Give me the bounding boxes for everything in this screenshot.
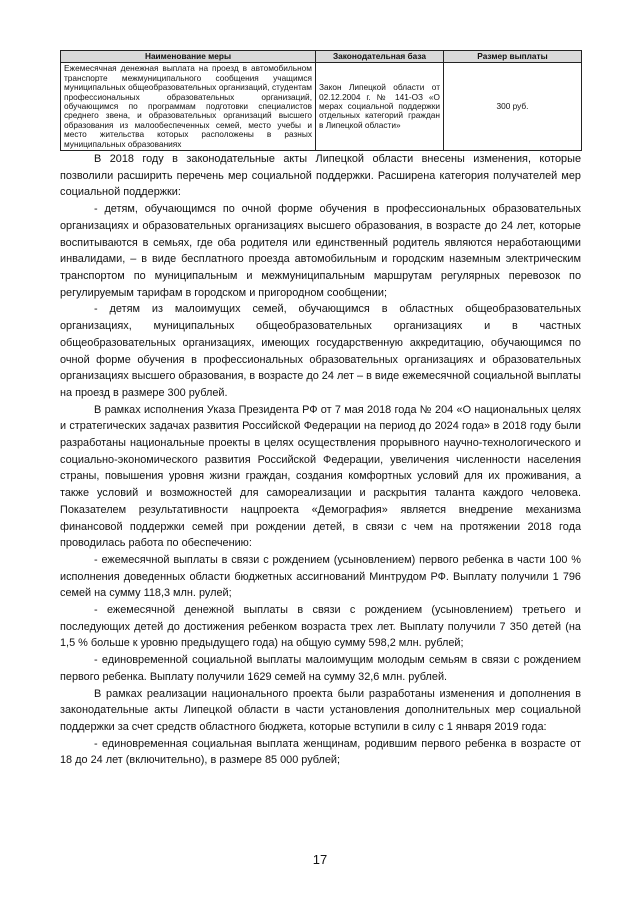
table-header-row [61, 51, 582, 63]
social-measures-table [60, 50, 582, 151]
paragraph: В рамках исполнения Указа Президента РФ от 7 мая 2018 года № 204 «О национальных целях и стратегических задачах развития Российской Федерации на период до 2024 года» в 2018 году были разработаны национальные проекты в целях осуществления прорывного научно-технологического и социально-экономического развития Российской Федерации, увеличения численности населения страны, повышения уровня жизни граждан, создания комфортных условий для их проживания, а также условий и возможностей для самореализации и раскрытия таланта каждого человека. Показателем результативности нацпроекта «Демография» является внедрение механизма финансовой поддержки семей при рождении детей, в связи с чем на протяжении 2018 года проводилась работа по обеспечению: [60, 403, 581, 550]
paragraph: - детям, обучающимся по очной форме обучения в профессиональных образовательных организациях и образовательных организациях высшего образования, в возрасте до 24 лет, которые воспитываются в семьях, где оба родителя или единственный родитель являются неработающими инвалидами, – в виде бесплатного проезда автомобильным и городским наземным электрическим транспортом по муниципальным и межмуниципальным маршрутам регулярных перевозок по регулируемым тарифам в городском и пригородном сообщении; [60, 203, 581, 299]
header-measure-name: Наименование меры [61, 51, 316, 63]
paragraph: - единовременная социальная выплата женщинам, родившим первого ребенка в возрасте от 18 до 24 лет (включительно), в размере 85 000 рублей; [60, 737, 581, 767]
header-legal-basis: Законодательная база [316, 51, 444, 63]
header-payment-amount: Размер выплаты [444, 51, 582, 63]
page-number: 17 [312, 852, 328, 867]
paragraph: В 2018 году в законодательные акты Липецкой области внесены изменения, которые позволили расширить перечень мер социальной поддержки. Расширена категория получателей мер социальной поддержки: [60, 153, 581, 199]
legal-basis-cell: Закон Липецкой области от 02.12.2004 г. № 141-ОЗ «О мерах социальной поддержки отдельных категорий граждан в Липецкой области» [316, 63, 444, 151]
paragraph: - детям из малоимущих семей, обучающимся в областных общеобразовательных организациях, муниципальных общеобразовательных организациях и в частных общеобразовательных организациях, имеющих государственную аккредитацию, обучающимся по очной форме обучения в профессиональных образовательных организациях и образовательных организациях высшего образования, в возрасте до 24 лет – в виде ежемесячной социальной выплаты на проезд в размере 300 рублей. [60, 303, 581, 399]
table-row [61, 63, 582, 151]
paragraph: В рамках реализации национального проекта были разработаны изменения и дополнения в законодательные акты Липецкой области в части установления дополнительных мер социальной поддержки за счет средств областного бюджета, которые вступили в силу с 1 января 2019 года: [60, 687, 581, 733]
measure-name-cell: Ежемесячная денежная выплата на проезд в автомобильном транспорте межмуниципального сообщения учащимся муниципальных общеобразовательных организаций, студентам профессиональных образовательных организаций, обучающимся по программам подготовки специалистов среднего звена, и образовательных организаций высшего образования из малообеспеченных семей, место учебы и место жительства которых расположены в разных муниципальных образованиях [61, 63, 316, 151]
body-text [60, 151, 581, 769]
paragraph: - ежемесячной денежной выплаты в связи с рождением (усыновлением) третьего и последующих детей до достижения ребенком возраста трех лет. Выплату получили 7 350 детей (на 1,5 % больше к уровню предыдущего года) на общую сумму 598,2 млн. рублей; [60, 604, 581, 650]
document-page [60, 50, 581, 769]
paragraph: - ежемесячной выплаты в связи с рождением (усыновлением) первого ребенка в части 100 % исполнения доведенных области бюджетных ассигнований Минтрудом РФ. Выплату получили 1 796 семей на сумму 118,3 млн. рулей; [60, 553, 581, 600]
payment-amount-cell: 300 руб. [444, 63, 582, 151]
paragraph: - единовременной социальной выплаты малоимущим молодым семьям в связи с рождением первого ребенка. Выплату получили 1629 семей на сумму 32,6 млн. рублей. [60, 654, 581, 683]
